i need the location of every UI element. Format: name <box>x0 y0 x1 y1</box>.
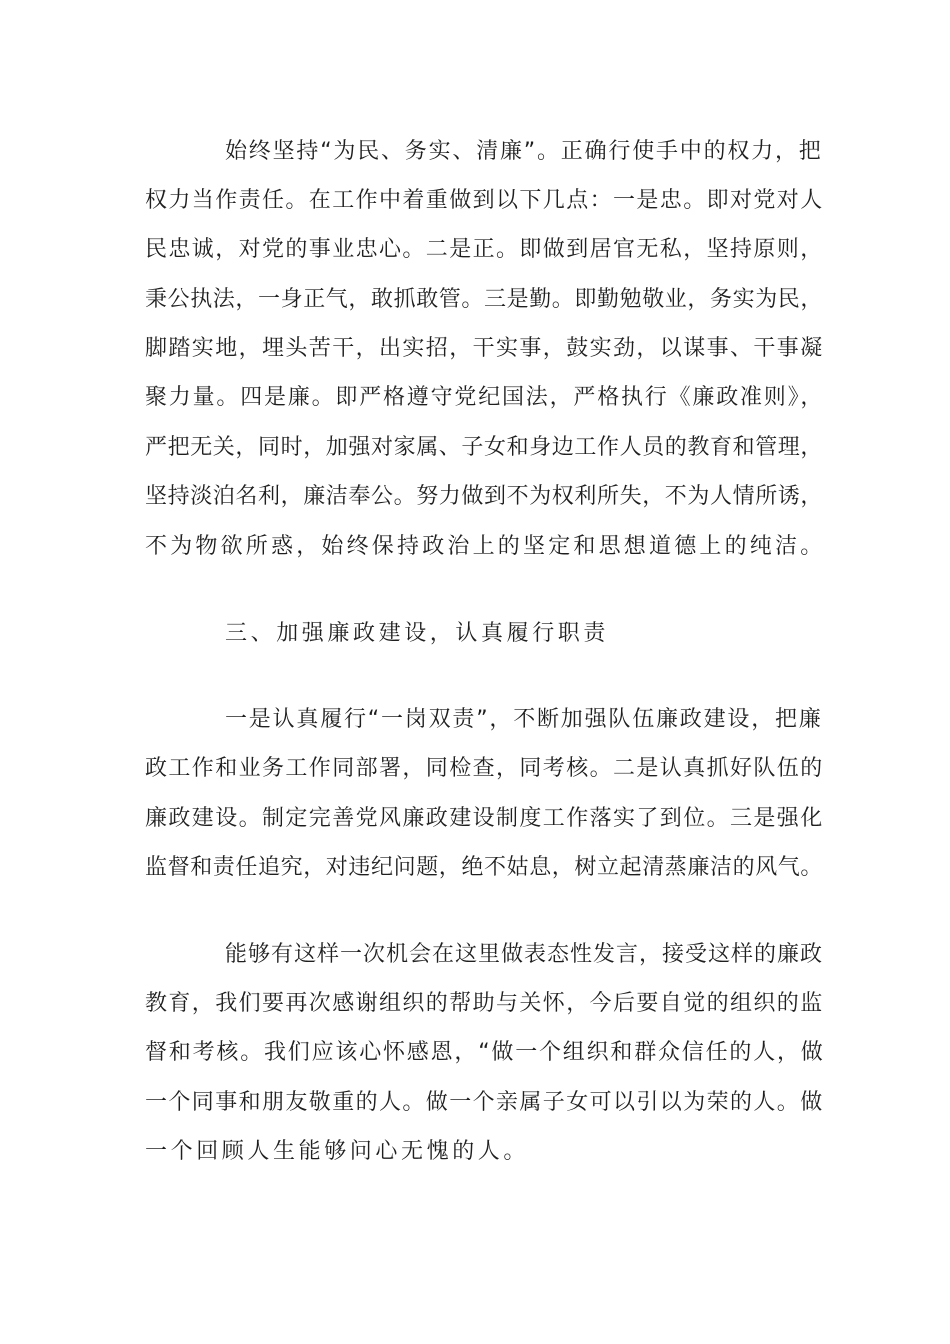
paragraph-1-line: 聚力量。四是廉。即严格遵守党纪国法，严格执行《廉政准则》， <box>145 385 825 410</box>
paragraph-1-line: 严把无关，同时，加强对家属、子女和身边工作人员的教育和管理， <box>145 435 824 460</box>
paragraph-1-line: 坚持淡泊名利，廉洁奉公。努力做到不为权利所失，不为人情所诱， <box>145 484 824 509</box>
paragraph-2-line: 一是认真履行“一岗双责”，不断加强队伍廉政建设，把廉 <box>225 707 823 732</box>
paragraph-2-line: 政工作和业务工作同部署，同检查，同考核。二是认真抓好队伍的 <box>145 756 824 781</box>
paragraph-1-line: 不为物欲所惑，始终保持政治上的坚定和思想道德上的纯洁。 <box>145 534 826 559</box>
paragraph-3-line: 一个回顾人生能够问心无愧的人。 <box>145 1139 530 1164</box>
section-heading-text: 三、加强廉政建设，认真履行职责 <box>225 621 610 646</box>
paragraph-1-line: 权力当作责任。在工作中着重做到以下几点：一是忠。即对党对人 <box>145 188 824 213</box>
paragraph-1-line: 民忠诚，对党的事业忠心。二是正。即做到居官无私，坚持原则， <box>145 237 824 262</box>
paragraph-2-line: 监督和责任追究，对违纪问题，绝不姑息，树立起清蒸廉洁的风气。 <box>145 855 824 880</box>
paragraph-1-line: 始终坚持“为民、务实、清廉”。正确行使手中的权力，把 <box>225 139 823 164</box>
paragraph-1-line: 秉公执法，一身正气，敢抓敢管。三是勤。即勤勉敬业，务实为民， <box>145 287 824 312</box>
paragraph-1-line: 脚踏实地，埋头苦干，出实招，干实事，鼓实劲，以谋事、干事凝 <box>145 336 824 361</box>
paragraph-2-line: 廉政建设。制定完善党风廉政建设制度工作落实了到位。三是强化 <box>145 806 824 831</box>
paragraph-3-line: 督和考核。我们应该心怀感恩，“做一个组织和群众信任的人，做 <box>145 1040 825 1065</box>
paragraph-3-line: 能够有这样一次机会在这里做表态性发言，接受这样的廉政 <box>225 942 824 967</box>
paragraph-3-line: 一个同事和朋友敬重的人。做一个亲属子女可以引以为荣的人。做 <box>145 1090 824 1115</box>
paragraph-3-line: 教育，我们要再次感谢组织的帮助与关怀，今后要自觉的组织的监 <box>145 991 824 1016</box>
